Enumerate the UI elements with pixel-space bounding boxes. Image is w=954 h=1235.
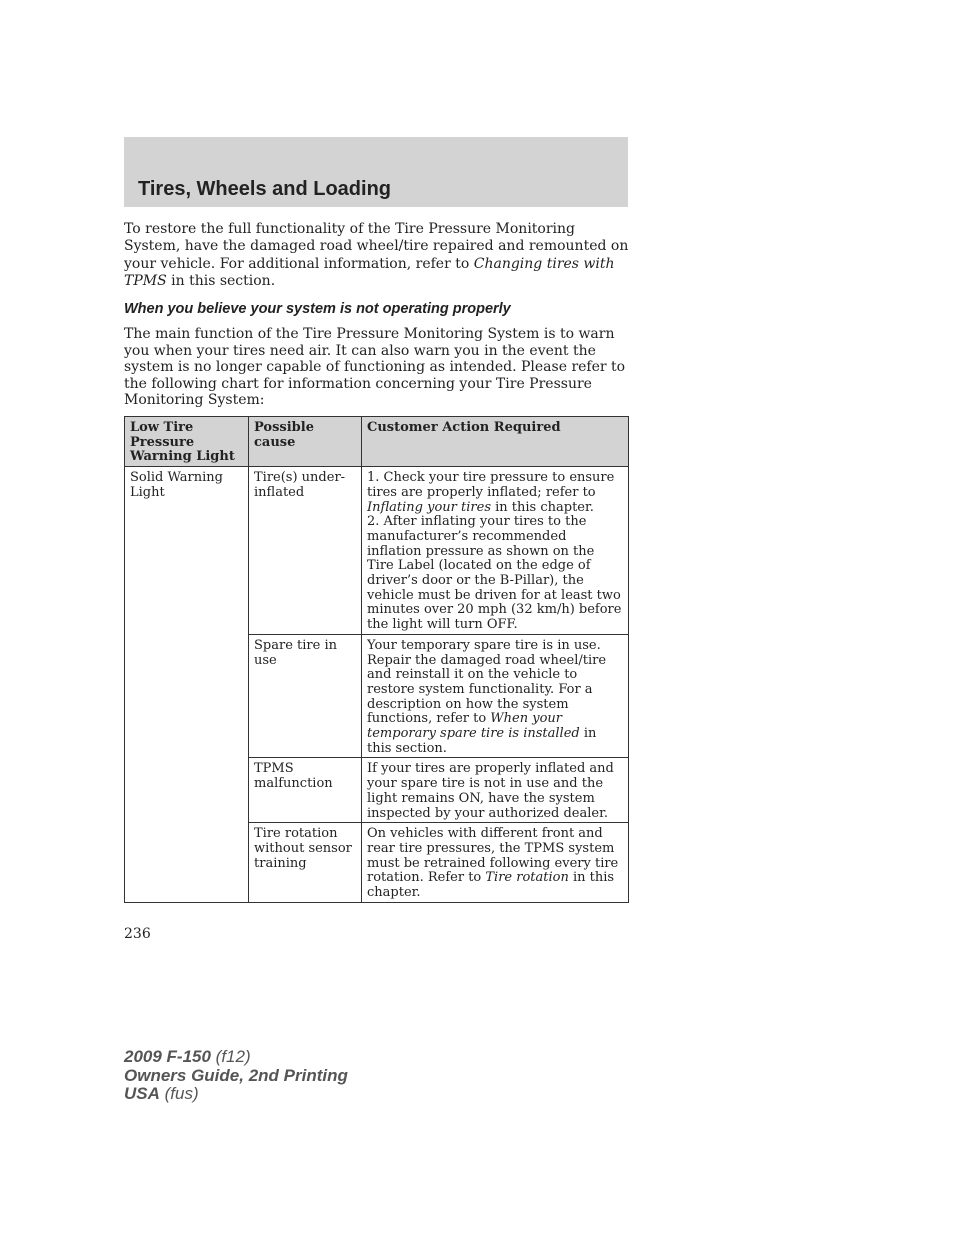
intro-text-after: in this section. (166, 272, 276, 289)
page-number: 236 (124, 926, 151, 942)
action-text: in this chapter. (491, 499, 594, 515)
tpms-chart-table (124, 416, 629, 903)
action-cell (362, 823, 629, 903)
intro-text-before: To restore the full functionality of the Tire Pressure Monitoring System, have the damaged road wheel/tire repaired and remounted on your vehicle. For additional information, refer to (124, 221, 629, 272)
intro-reference: Changing tires with TPMS (124, 255, 615, 289)
intro-paragraph (124, 221, 630, 290)
action-reference: Inflating your tires (367, 499, 491, 515)
cause-cell: TPMS malfunction (249, 758, 362, 823)
footer-market-line (124, 1085, 348, 1104)
action-cell: If your tires are properly inflated and your spare tire is not in use and the light remains ON, have the system inspected by your authorized dealer. (362, 758, 629, 823)
footer-market-code: (fus) (159, 1084, 199, 1103)
action-text: in this chapter. (367, 870, 615, 901)
action-text: in this section. (367, 726, 597, 756)
footer-market: USA (124, 1084, 160, 1103)
light-state-cell: Solid Warning Light (125, 467, 249, 903)
subheading: When you believe your system is not operating properly (124, 301, 511, 317)
action-cell (362, 634, 629, 758)
table-row (125, 467, 629, 635)
action-text: Your temporary spare tire is in use. Repair the damaged road wheel/tire and reinstall it on the vehicle to restore system functionality. For a description on how the system functions, refer to (367, 637, 607, 727)
action-text: On vehicles with different front and rear tire pressures, the TPMS system must be retrained following every tire rotation. Refer to (367, 826, 619, 886)
footer-model-code: (f12) (210, 1047, 251, 1066)
header-customer-action: Customer Action Required (362, 417, 629, 467)
action-text: 1. Check your tire pressure to ensure tires are properly inflated; refer to (367, 470, 615, 500)
section-title: Tires, Wheels and Loading (138, 178, 392, 200)
cause-cell: Tire rotation without sensor training (249, 823, 362, 903)
cause-cell: Spare tire in use (249, 634, 362, 758)
action-reference: When your temporary spare tire is installed (367, 711, 580, 742)
section-header-band (124, 137, 628, 207)
footer-model-line (124, 1048, 348, 1067)
header-possible-cause: Possible cause (249, 417, 362, 467)
action-cell (362, 467, 629, 635)
action-text: 2. After inflating your tires to the manufacturer’s recommended inflation pressure as shown on the Tire Label (located on the edge of driver’s door or the B-Pillar), the vehicle must be driven for at least two minutes over 20 mph (32 km/h) before the light will turn OFF. (367, 514, 622, 633)
table-header-row (125, 417, 629, 467)
document-footer (124, 1048, 348, 1104)
footer-model: 2009 F-150 (124, 1047, 211, 1066)
header-warning-light: Low Tire Pressure Warning Light (125, 417, 249, 467)
cause-cell: Tire(s) under-inflated (249, 467, 362, 635)
action-reference: Tire rotation (485, 870, 569, 886)
footer-guide-line: Owners Guide, 2nd Printing (124, 1065, 348, 1085)
main-paragraph: The main function of the Tire Pressure Monitoring System is to warn you when your tires need air. It can also warn you in the event the system is no longer capable of functioning as intended. Please refer to the following chart for information concerning your Tire Pressure Monitoring System: (124, 326, 626, 409)
